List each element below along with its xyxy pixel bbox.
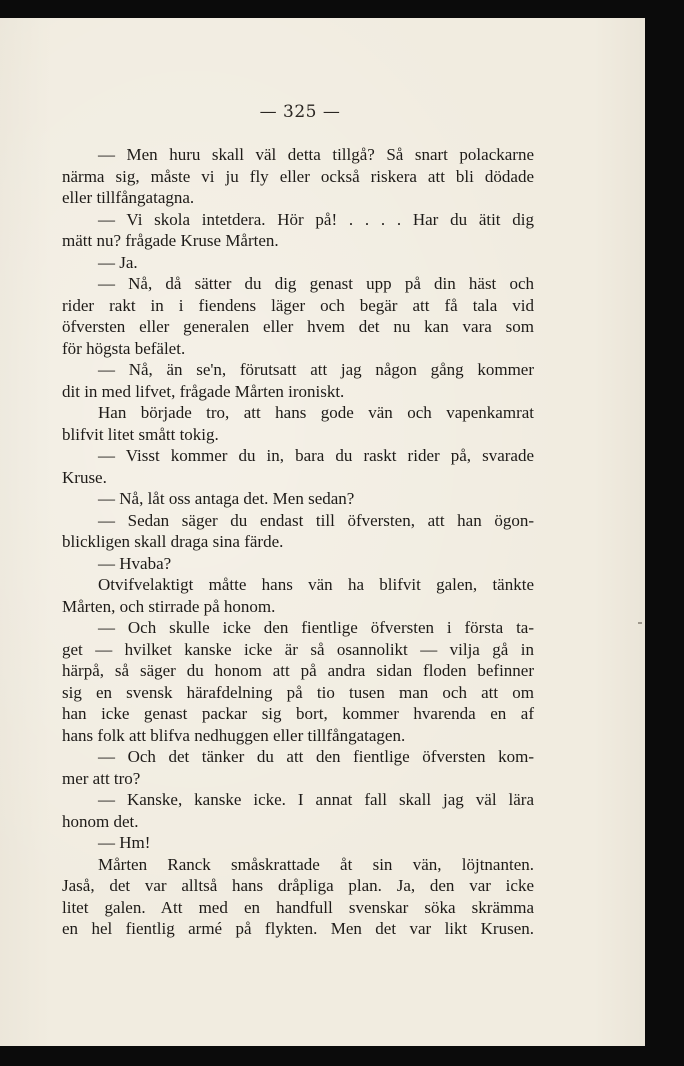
text-line: öfversten eller generalen eller hvem det nu kan vara som (62, 317, 534, 336)
text-line: närma sig, måste vi ju fly eller också riskera att bli dödade (62, 166, 534, 186)
text-line: — Kanske, kanske icke. I annat fall skall jag väl lära (98, 790, 534, 809)
text-line: Jaså, det var alltså hans dråpliga plan. Ja, den var icke (62, 876, 534, 895)
page-body-text (62, 144, 534, 940)
text-line: mer att tro? (62, 768, 141, 788)
text-line: dit in med lifvet, frågade Mårten ironiskt. (62, 381, 345, 401)
text-line: — Sedan säger du endast till öfversten, att han ögon- (98, 510, 534, 530)
text-line: Kruse. (62, 467, 107, 487)
text-line: honom det. (62, 811, 139, 831)
text-line: — Men huru skall väl detta tillgå? Så snart polackarne (98, 145, 534, 164)
text-line: härpå, så säger du honom att på andra sidan floden befinner (62, 661, 534, 680)
text-line: rider rakt in i fiendens läger och begär att få tala vid (62, 295, 534, 315)
text-line: — Och det tänker du att den fientlige öfversten kom- (98, 747, 534, 766)
page-number: — 325 — (259, 102, 341, 122)
text-line: — Nå, än se'n, förutsatt att jag någon gång kommer (98, 360, 534, 379)
text-line: — Vi skola intetdera. Hör på! . . . . Har du ätit dig (98, 209, 534, 229)
text-line: blickligen skall draga sina färde. (62, 532, 284, 551)
text-line: Otvifvelaktigt måtte hans vän ha blifvit galen, tänkte (98, 575, 534, 594)
text-line: Mårten Ranck småskrattade åt sin vän, löjtnanten. (98, 854, 534, 874)
text-line: — Visst kommer du in, bara du raskt rider på, svarade (98, 446, 534, 465)
text-line: — Hm! (98, 833, 151, 852)
text-line: — Ja. (98, 252, 138, 272)
text-line: hans folk att blifva nedhuggen eller tillfångatagen. (62, 725, 406, 745)
book-page (0, 18, 645, 1046)
text-line: — Hvaba? (98, 553, 172, 573)
text-line: mätt nu? frågade Kruse Mårten. (62, 231, 279, 250)
text-line: — Nå, då sätter du dig genast upp på din häst och (98, 274, 534, 293)
text-line: — Nå, låt oss antaga det. Men sedan? (98, 489, 355, 508)
text-line: han icke genast packar sig bort, kommer hvarenda en af (62, 704, 534, 723)
text-line: för högsta befälet. (62, 338, 186, 358)
text-line: Han började tro, att hans gode vän och vapenkamrat (98, 403, 534, 422)
margin-speck (638, 622, 642, 624)
text-line: get — hvilket kanske icke är så osannolikt — vilja gå in (62, 639, 534, 659)
text-line: en hel fientlig armé på flykten. Men det var likt Krusen. (62, 919, 534, 938)
text-line: blifvit litet smått tokig. (62, 424, 219, 444)
text-line: sig en svensk härafdelning på tio tusen man och att om (62, 682, 534, 702)
text-line: Mårten, och stirrade på honom. (62, 596, 276, 616)
text-line: — Och skulle icke den fientlige öfversten i första ta- (98, 618, 534, 637)
text-line: eller tillfångatagna. (62, 188, 195, 207)
text-line: litet galen. Att med en handfull svenskar söka skrämma (62, 897, 534, 917)
